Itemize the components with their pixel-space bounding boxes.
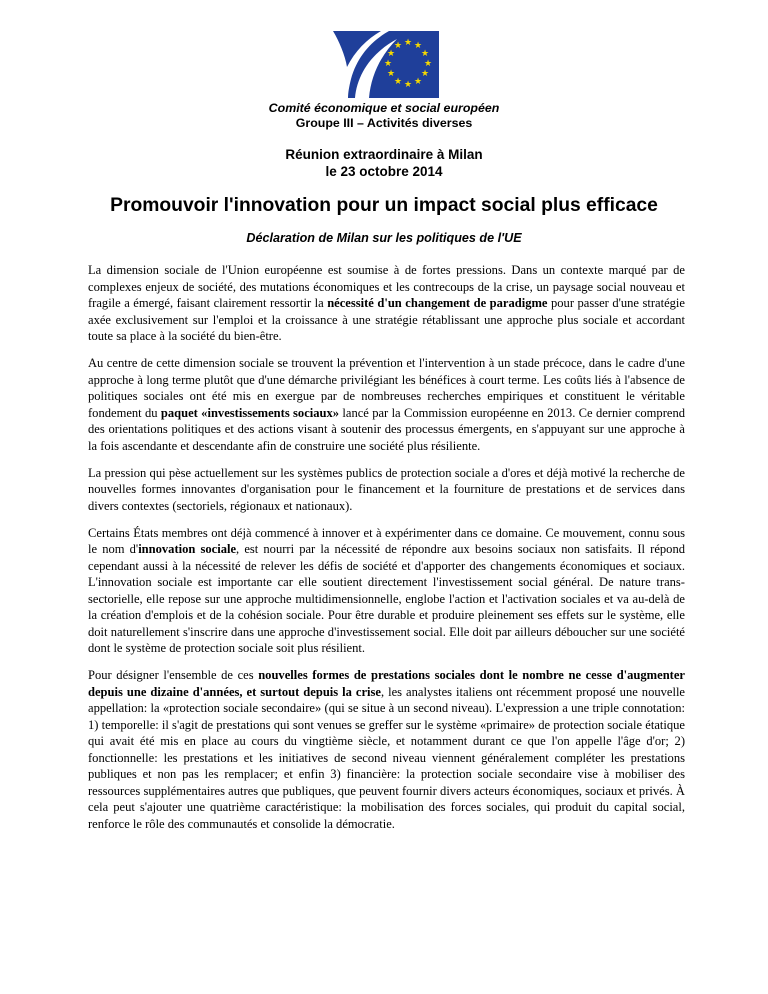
meeting-name: Réunion extraordinaire à Milan: [285, 147, 483, 162]
svg-text:★: ★: [423, 59, 433, 69]
paragraph-3: La pression qui pèse actuellement sur les systèmes publics de protection sociale a d'ores et déjà motivé la recherche de nouvelles formes innovantes d'organisation pour le financement et la fourniture de prestations et de services dans divers contextes (sectoriels, régionaux et nationaux).: [88, 465, 685, 513]
paragraph-4-text-a: Certains États membres ont déjà commencé à innover et à expérimenter dans ce domaine. Ce mouvement, connu sous le nom d': [88, 525, 685, 557]
svg-text:★: ★: [413, 41, 423, 51]
svg-text:★: ★: [393, 77, 403, 87]
svg-text:★: ★: [386, 69, 396, 79]
organization-name: Comité économique et social européen: [268, 101, 500, 115]
paragraph-2-text-a: Au centre de cette dimension sociale se trouvent la prévention et l'intervention à un stade précoce, dans le cadre d'une approche à long terme plutôt que d'une démarche privilégiant les bénéfices à court terme. Les coûts liés à l'absence de politiques sociales ont été mis en exergue par de nombreuses recherches empiriques et constituent le véritable fondement du: [88, 356, 685, 420]
svg-text:★: ★: [420, 49, 430, 59]
paragraph-1-text-a: La dimension sociale de l'Union européenne est soumise à de fortes pressions. Dans un contexte marqué par de complexes enjeux de société, des mutations économiques et les contrecoups de la crise, un paysage social nouveau et fragile a émergé, faisant clairement ressortir la: [88, 263, 685, 310]
svg-text:★: ★: [383, 59, 393, 69]
page-subtitle: Déclaration de Milan sur les politiques de l'UE: [246, 231, 522, 245]
paragraph-5-text-c: , les analystes italiens ont récemment proposé une nouvelle appellation: la «protection sociale secondaire» (qui se situe à un second niveau). L'expression a une triple connotation: 1) temporelle: il s'agit de prestations qui sont venues se greffer sur le système «primaire» de protection sociale étatique qui avait été mis en place au cours du vingtième siècle, et notamment durant ce que l'on appelle l'âge d'or; 2) fonctionnelle: les prestations et les initiatives de second niveau viennent généralement compléter les prestations publiques et non pas les remplacer; et enfin 3) financière: la protection sociale secondaire vise à mobiliser des ressources supplémentaires autres que publiques, que peuvent fournir divers acteurs économiques, sociaux et privés. À cela peut s'ajouter une quatrième caractéristique: la mobilisation des forces sociales, qui produit du capital social, renforce le rôle des communautés et consolide la démocratie.: [88, 684, 685, 831]
svg-text:★: ★: [413, 77, 423, 87]
svg-text:★: ★: [403, 38, 413, 48]
paragraph-1-text-c: pour passer d'une stratégie axée exclusivement sur l'emploi et la croissance à une stratégie rétablissant une approche plus sociale et accordant toute sa place à la société du bien-être.: [88, 296, 685, 343]
paragraph-5-text-a: Pour désigner l'ensemble de ces: [88, 668, 259, 683]
paragraph-4: [88, 525, 685, 657]
document-body: [88, 262, 685, 843]
paragraph-5-bold: nouvelles formes de prestations sociales dont le nombre ne cesse d'augmenter depuis une dizaine d'années, et surtout depuis la crise: [88, 668, 685, 699]
page-title: Promouvoir l'innovation pour un impact social plus efficace: [110, 195, 658, 216]
paragraph-5: [88, 667, 685, 832]
svg-text:★: ★: [393, 41, 403, 51]
paragraph-4-text-c: , est nourri par la nécessité de répondre aux besoins sociaux non satisfaits. Il répond cependant aussi à la nécessité de relever les défis de société et d'apporter des changements économiques et sociaux. L'innovation sociale est importante car elle soutient directement l'investissement social général. De nature trans-sectorielle, elle repose sur une approche multidimensionnelle, englobe l'action et l'activation sociales et va au-delà de la création d'emplois et de la cohésion sociale. Pour être durable et produire pleinement ses effets sur le système, elle doit naturellement s'inscrire dans une approche d'investissement social. Elle doit par ailleurs déboucher sur une société dont le système de protection sociale soit plus résilient.: [88, 542, 685, 656]
paragraph-2: [88, 355, 685, 454]
eesc-logo-icon: [331, 31, 439, 98]
paragraph-4-bold: innovation sociale: [138, 542, 237, 557]
paragraph-2-text-c: lancé par la Commission européenne en 2013. Ce dernier comprend des orientations politiques et des actions visant à soutenir des processus émergents, en s'appuyant sur une approche à la fois ascendante et descendante afin de construire une société plus résiliente.: [88, 405, 685, 453]
eesc-logo-graphic: [331, 31, 439, 98]
paragraph-2-bold: paquet «investissements sociaux»: [160, 405, 340, 420]
group-name: Groupe III – Activités diverses: [295, 116, 473, 130]
paragraph-1: [88, 262, 685, 345]
svg-text:★: ★: [386, 49, 396, 59]
paragraph-1-bold: nécessité d'un changement de paradigme: [327, 296, 548, 310]
meeting-date: le 23 octobre 2014: [325, 164, 443, 179]
svg-text:★: ★: [420, 69, 430, 79]
svg-text:★: ★: [403, 80, 413, 90]
